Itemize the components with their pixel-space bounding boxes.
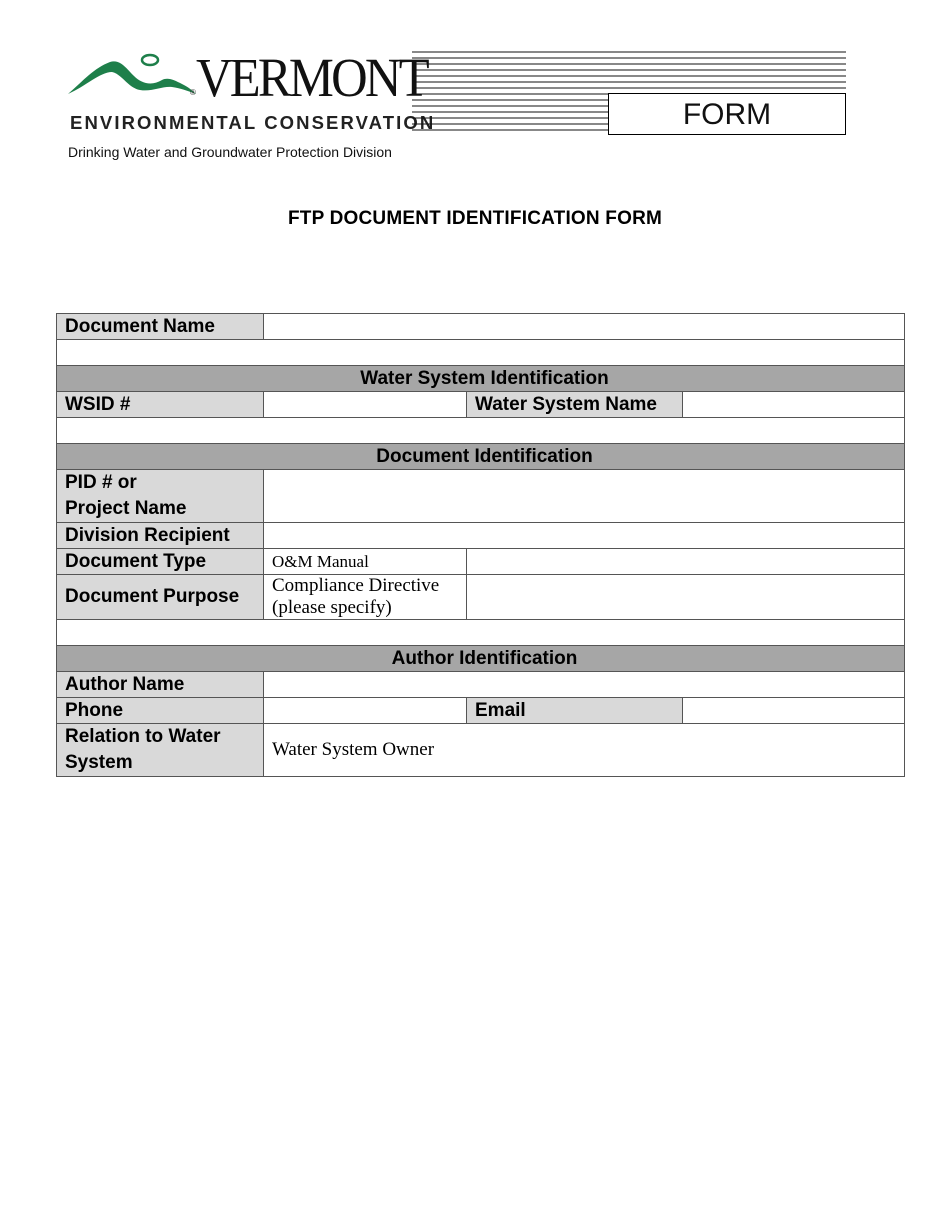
- logo-subtitle: ENVIRONMENTAL CONSERVATION: [70, 112, 436, 133]
- section-water-system: Water System Identification: [57, 366, 905, 392]
- form-type-box: FORM: [608, 93, 846, 135]
- mountain-logo-icon: [64, 50, 204, 110]
- section-header-row: [57, 444, 905, 470]
- phone-row: [57, 698, 905, 724]
- relation-select[interactable]: Water System Owner: [264, 724, 905, 777]
- wsid-label: WSID #: [57, 392, 264, 418]
- section-author: Author Identification: [57, 646, 905, 672]
- relation-label-line1: Relation to Water: [65, 726, 221, 747]
- relation-label-line2: System: [65, 752, 133, 773]
- document-purpose-select[interactable]: Compliance Directive (please specify): [264, 575, 467, 620]
- document-purpose-label: Document Purpose: [57, 575, 264, 620]
- water-system-name-label: Water System Name: [467, 392, 683, 418]
- author-name-label: Author Name: [57, 672, 264, 698]
- water-system-name-field[interactable]: [683, 392, 905, 418]
- phone-field[interactable]: [264, 698, 467, 724]
- pid-row: [57, 470, 905, 523]
- spacer-cell: [57, 340, 905, 366]
- document-purpose-row: [57, 575, 905, 620]
- division-recipient-row: [57, 523, 905, 549]
- wsid-field[interactable]: [264, 392, 467, 418]
- document-type-row: [57, 549, 905, 575]
- phone-label: Phone: [57, 698, 264, 724]
- logo-wordmark: VERMONT: [196, 47, 427, 108]
- pid-label: [57, 470, 264, 523]
- svg-text:®: ®: [190, 88, 196, 97]
- section-header-row: [57, 366, 905, 392]
- document-name-label: Document Name: [57, 314, 264, 340]
- document-type-extra-field[interactable]: [467, 549, 905, 575]
- wsid-row: [57, 392, 905, 418]
- pid-label-line1: PID # or: [65, 472, 137, 493]
- vermont-dec-logo: [64, 47, 436, 138]
- pid-label-line2: Project Name: [65, 498, 187, 519]
- division-recipient-field[interactable]: [264, 523, 905, 549]
- spacer-row: [57, 340, 905, 366]
- author-name-row: [57, 672, 905, 698]
- division-recipient-label: Division Recipient: [57, 523, 264, 549]
- section-header-row: [57, 646, 905, 672]
- document-purpose-extra-field[interactable]: [467, 575, 905, 620]
- spacer-cell: [57, 620, 905, 646]
- division-name: Drinking Water and Groundwater Protection Division: [68, 144, 392, 160]
- document-name-row: [57, 314, 905, 340]
- spacer-cell: [57, 418, 905, 444]
- document-header: [0, 0, 950, 170]
- email-field[interactable]: [683, 698, 905, 724]
- author-name-field[interactable]: [264, 672, 905, 698]
- relation-label: [57, 724, 264, 777]
- document-type-select[interactable]: O&M Manual: [264, 549, 467, 575]
- pid-field[interactable]: [264, 470, 905, 523]
- relation-row: [57, 724, 905, 777]
- section-document: Document Identification: [57, 444, 905, 470]
- document-name-field[interactable]: [264, 314, 905, 340]
- page-title: FTP DOCUMENT IDENTIFICATION FORM: [287, 208, 663, 229]
- identification-form: [56, 313, 905, 777]
- spacer-row: [57, 418, 905, 444]
- email-label: Email: [467, 698, 683, 724]
- document-type-label: Document Type: [57, 549, 264, 575]
- spacer-row: [57, 620, 905, 646]
